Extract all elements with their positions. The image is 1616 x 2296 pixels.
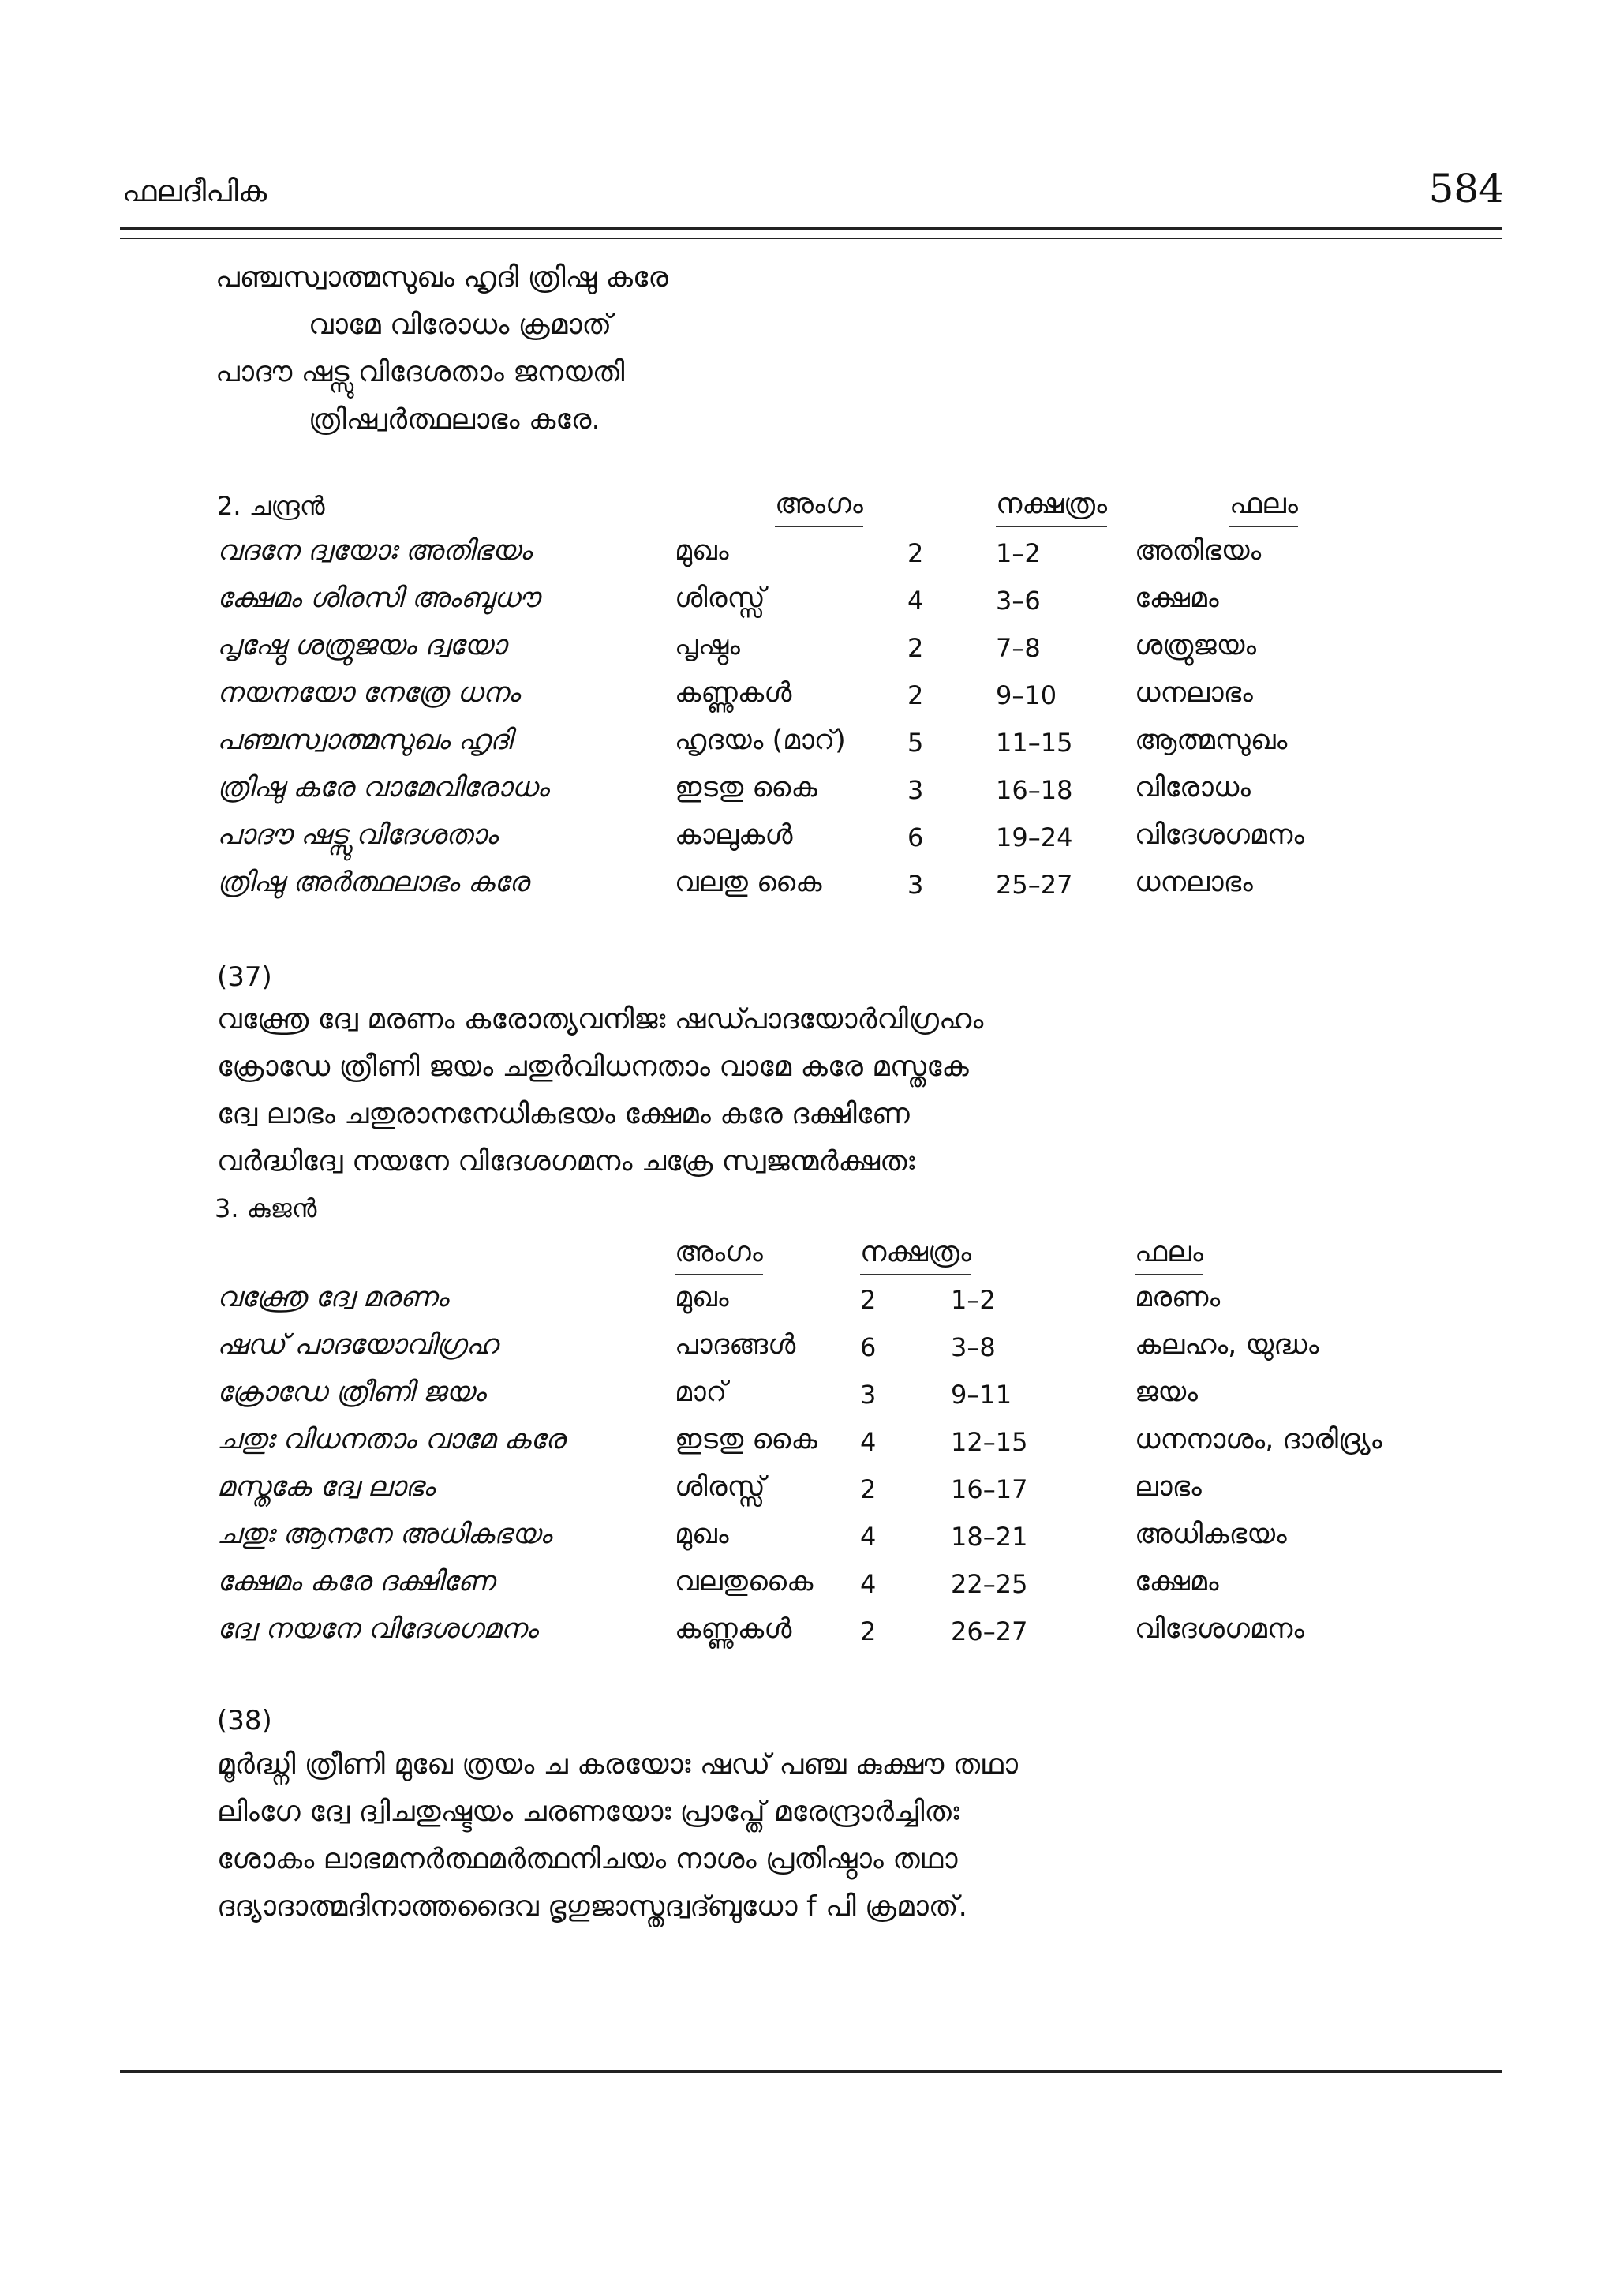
table-title: 3. കുജൻ <box>215 1193 317 1223</box>
angam-cell: മുഖം <box>675 535 729 567</box>
verse-cell: ക്ഷേമം ശിരസി അംബുധൗ <box>217 582 540 614</box>
count-cell: 2 <box>860 1616 877 1646</box>
phalam-cell: കലഹം, യുദ്ധം <box>1135 1329 1319 1361</box>
angam-cell: കണ്ണുകൾ <box>675 677 792 709</box>
verse-line: ക്രോഡേ ത്രീണി ജയം ചതുർവിധനതാം വാമേ കരേ മസ്തകേ <box>217 1051 969 1083</box>
running-title: ഫലദീപിക <box>122 174 267 208</box>
phalam-cell: ക്ഷേമം <box>1135 1566 1219 1597</box>
count-cell: 4 <box>860 1522 877 1552</box>
phalam-cell: വിരോധം <box>1135 772 1251 803</box>
header-rule-bottom <box>120 238 1502 239</box>
angam-cell: പൃഷ്ഠം <box>675 630 740 661</box>
range-cell: 22–25 <box>951 1569 1028 1599</box>
phalam-cell: ജയം <box>1135 1376 1198 1408</box>
column-header-nakshatram: നക്ഷത്രം <box>860 1236 971 1275</box>
verse-cell: വക്ത്രേ ദ്വേ മരണം <box>217 1282 449 1313</box>
range-cell: 3–6 <box>996 586 1041 616</box>
count-cell: 6 <box>907 822 924 852</box>
count-cell: 2 <box>907 538 924 568</box>
verse-line: പാദൗ ഷട്സു വിദേശതാം ജനയതി <box>215 356 625 388</box>
verse-cell: ക്രോഡേ ത്രീണി ജയം <box>217 1376 486 1408</box>
verse-line: ശോകം ലാഭമനർത്ഥമർത്ഥനിചയം നാശം പ്രതിഷ്ഠാം തഥാ <box>217 1843 958 1875</box>
angam-cell: കണ്ണുകൾ <box>675 1613 792 1645</box>
angam-cell: മുഖം <box>675 1519 729 1550</box>
range-cell: 18–21 <box>951 1522 1028 1552</box>
verse-cell: ചതുഃ ആനനേ അധികഭയം <box>217 1519 552 1550</box>
phalam-cell: വിദേശഗമനം <box>1135 819 1304 851</box>
phalam-cell: ക്ഷേമം <box>1135 582 1219 614</box>
angam-cell: വലതുകൈ <box>675 1566 814 1597</box>
table-title: 2. ചന്ദ്രൻ <box>217 491 325 521</box>
count-cell: 3 <box>907 775 924 805</box>
count-cell: 2 <box>907 633 924 663</box>
count-cell: 5 <box>907 728 924 758</box>
verse-cell: നയനയോ നേത്രേ ധനം <box>217 677 520 709</box>
angam-cell: പാദങ്ങൾ <box>675 1329 796 1361</box>
phalam-cell: ധനലാഭം <box>1135 867 1253 898</box>
verse-number: (38) <box>217 1705 272 1736</box>
phalam-cell: വിദേശഗമനം <box>1135 1613 1304 1645</box>
page-number: 584 <box>1428 166 1504 212</box>
verse-cell: ഷഡ് പാദയോവിഗ്രഹ <box>217 1329 498 1361</box>
count-cell: 6 <box>860 1332 877 1362</box>
verse-line: വക്ത്രേ ദ്വേ മരണം കരോത്യവനിജഃ ഷഡ്പാദയോർവിഗ്രഹം <box>217 1003 984 1036</box>
verse-line: മൂർദ്ധ്നി ത്രീണി മുഖേ ത്രയം ച കരയോഃ ഷഡ് പഞ്ച കുക്ഷൗ തഥാ <box>217 1748 1018 1781</box>
verse-line: വാമേ വിരോധം ക്രമാത് <box>309 309 612 341</box>
column-header-angam: അംഗം <box>775 488 863 527</box>
column-header-phalam: ഫലം <box>1135 1236 1203 1275</box>
phalam-cell: അധികഭയം <box>1135 1519 1287 1550</box>
verse-cell: പൃഷ്ഠേ ശത്രുജയം ദ്വയോ <box>217 630 507 661</box>
range-cell: 9–10 <box>996 680 1057 710</box>
range-cell: 26–27 <box>951 1616 1028 1646</box>
column-header-phalam: ഫലം <box>1229 488 1298 527</box>
angam-cell: ശിരസ്സ് <box>675 1471 765 1503</box>
angam-cell: വലതു കൈ <box>675 867 822 898</box>
verse-cell: പാദൗ ഷട്സു വിദേശതാം <box>217 819 498 851</box>
angam-cell: ശിരസ്സ് <box>675 582 765 614</box>
range-cell: 9–11 <box>951 1380 1012 1410</box>
verse-cell: മസ്തകേ ദ്വേ ലാഭം <box>217 1471 435 1503</box>
verse-cell: ദ്വേ നയനേ വിദേശഗമനം <box>217 1613 538 1645</box>
phalam-cell: ശത്രുജയം <box>1135 630 1257 661</box>
verse-line: ത്രിഷ്വർത്ഥലാഭം കരേ. <box>309 403 600 436</box>
footer-rule <box>120 2070 1502 2073</box>
range-cell: 16–17 <box>951 1474 1028 1504</box>
phalam-cell: ലാഭം <box>1135 1471 1202 1503</box>
angam-cell: ഇടതു കൈ <box>675 772 817 803</box>
phalam-cell: മരണം <box>1135 1282 1221 1313</box>
phalam-cell: ആത്മസുഖം <box>1135 725 1288 756</box>
verse-cell: ചതുഃ വിധനതാം വാമേ കരേ <box>217 1424 565 1455</box>
angam-cell: കാലുകൾ <box>675 819 793 851</box>
count-cell: 3 <box>860 1380 877 1410</box>
verse-line: പഞ്ചസ്വാത്മസുഖം ഹൃദി ത്രിഷു കരേ <box>215 261 668 294</box>
angam-cell: മുഖം <box>675 1282 729 1313</box>
count-cell: 4 <box>907 586 924 616</box>
column-header-nakshatram: നക്ഷത്രം <box>996 488 1107 527</box>
verse-cell: ത്രിഷു അർത്ഥലാഭം കരേ <box>217 867 529 898</box>
verse-36-tail <box>215 254 668 444</box>
count-cell: 2 <box>860 1474 877 1504</box>
angam-cell: മാറ് <box>675 1376 728 1408</box>
range-cell: 7–8 <box>996 633 1041 663</box>
verse-37 <box>217 996 983 1185</box>
verse-number: (37) <box>217 961 272 993</box>
verse-cell: പഞ്ചസ്വാത്മസുഖം ഹൃദി <box>217 725 512 756</box>
verse-cell: ത്രിഷു കരേ വാമേവിരോധം <box>217 772 549 803</box>
column-header-angam: അംഗം <box>675 1236 763 1275</box>
range-cell: 3–8 <box>951 1332 996 1362</box>
phalam-cell: ധനനാശം, ദാരിദ്ര്യം <box>1135 1424 1382 1455</box>
verse-cell: വദനേ ദ്വയോഃ അതിഭയം <box>217 535 532 567</box>
angam-cell: ഹൃദയം (മാറ്) <box>675 725 846 756</box>
angam-cell: ഇടതു കൈ <box>675 1424 817 1455</box>
count-cell: 3 <box>907 870 924 900</box>
count-cell: 2 <box>860 1285 877 1315</box>
verse-38 <box>217 1741 1018 1931</box>
range-cell: 16–18 <box>996 775 1073 805</box>
range-cell: 11–15 <box>996 728 1073 758</box>
verse-cell: ക്ഷേമം കരേ ദക്ഷിണേ <box>217 1566 495 1597</box>
verse-line: വർദ്ധിദ്വേ നയനേ വിദേശഗമനം ചക്രേ സ്വജന്മർക്ഷതഃ <box>217 1145 915 1178</box>
range-cell: 1–2 <box>996 538 1041 568</box>
count-cell: 2 <box>907 680 924 710</box>
range-cell: 25–27 <box>996 870 1073 900</box>
verse-line: ദ്വേ ലാഭം ചതുരാനനേധികഭയം ക്ഷേമം കരേ ദക്ഷിണേ <box>217 1098 910 1130</box>
range-cell: 1–2 <box>951 1285 996 1315</box>
verse-line: ദദ്യാദാത്മദിനാത്തദൈവ ഭൃഗുജാസ്തദ്വദ്ബുധോ f പി ക്രമാത്. <box>217 1890 967 1923</box>
phalam-cell: ധനലാഭം <box>1135 677 1253 709</box>
count-cell: 4 <box>860 1569 877 1599</box>
verse-line: ലിംഗേ ദ്വേ ദ്വിചതുഷ്ടയം ചരണയോഃ പ്രാപ്തേ് മരേന്ദ്രാർച്ചിതഃ <box>217 1796 960 1828</box>
count-cell: 4 <box>860 1427 877 1457</box>
header-rule-top <box>120 227 1502 230</box>
phalam-cell: അതിഭയം <box>1135 535 1262 567</box>
range-cell: 19–24 <box>996 822 1073 852</box>
range-cell: 12–15 <box>951 1427 1028 1457</box>
